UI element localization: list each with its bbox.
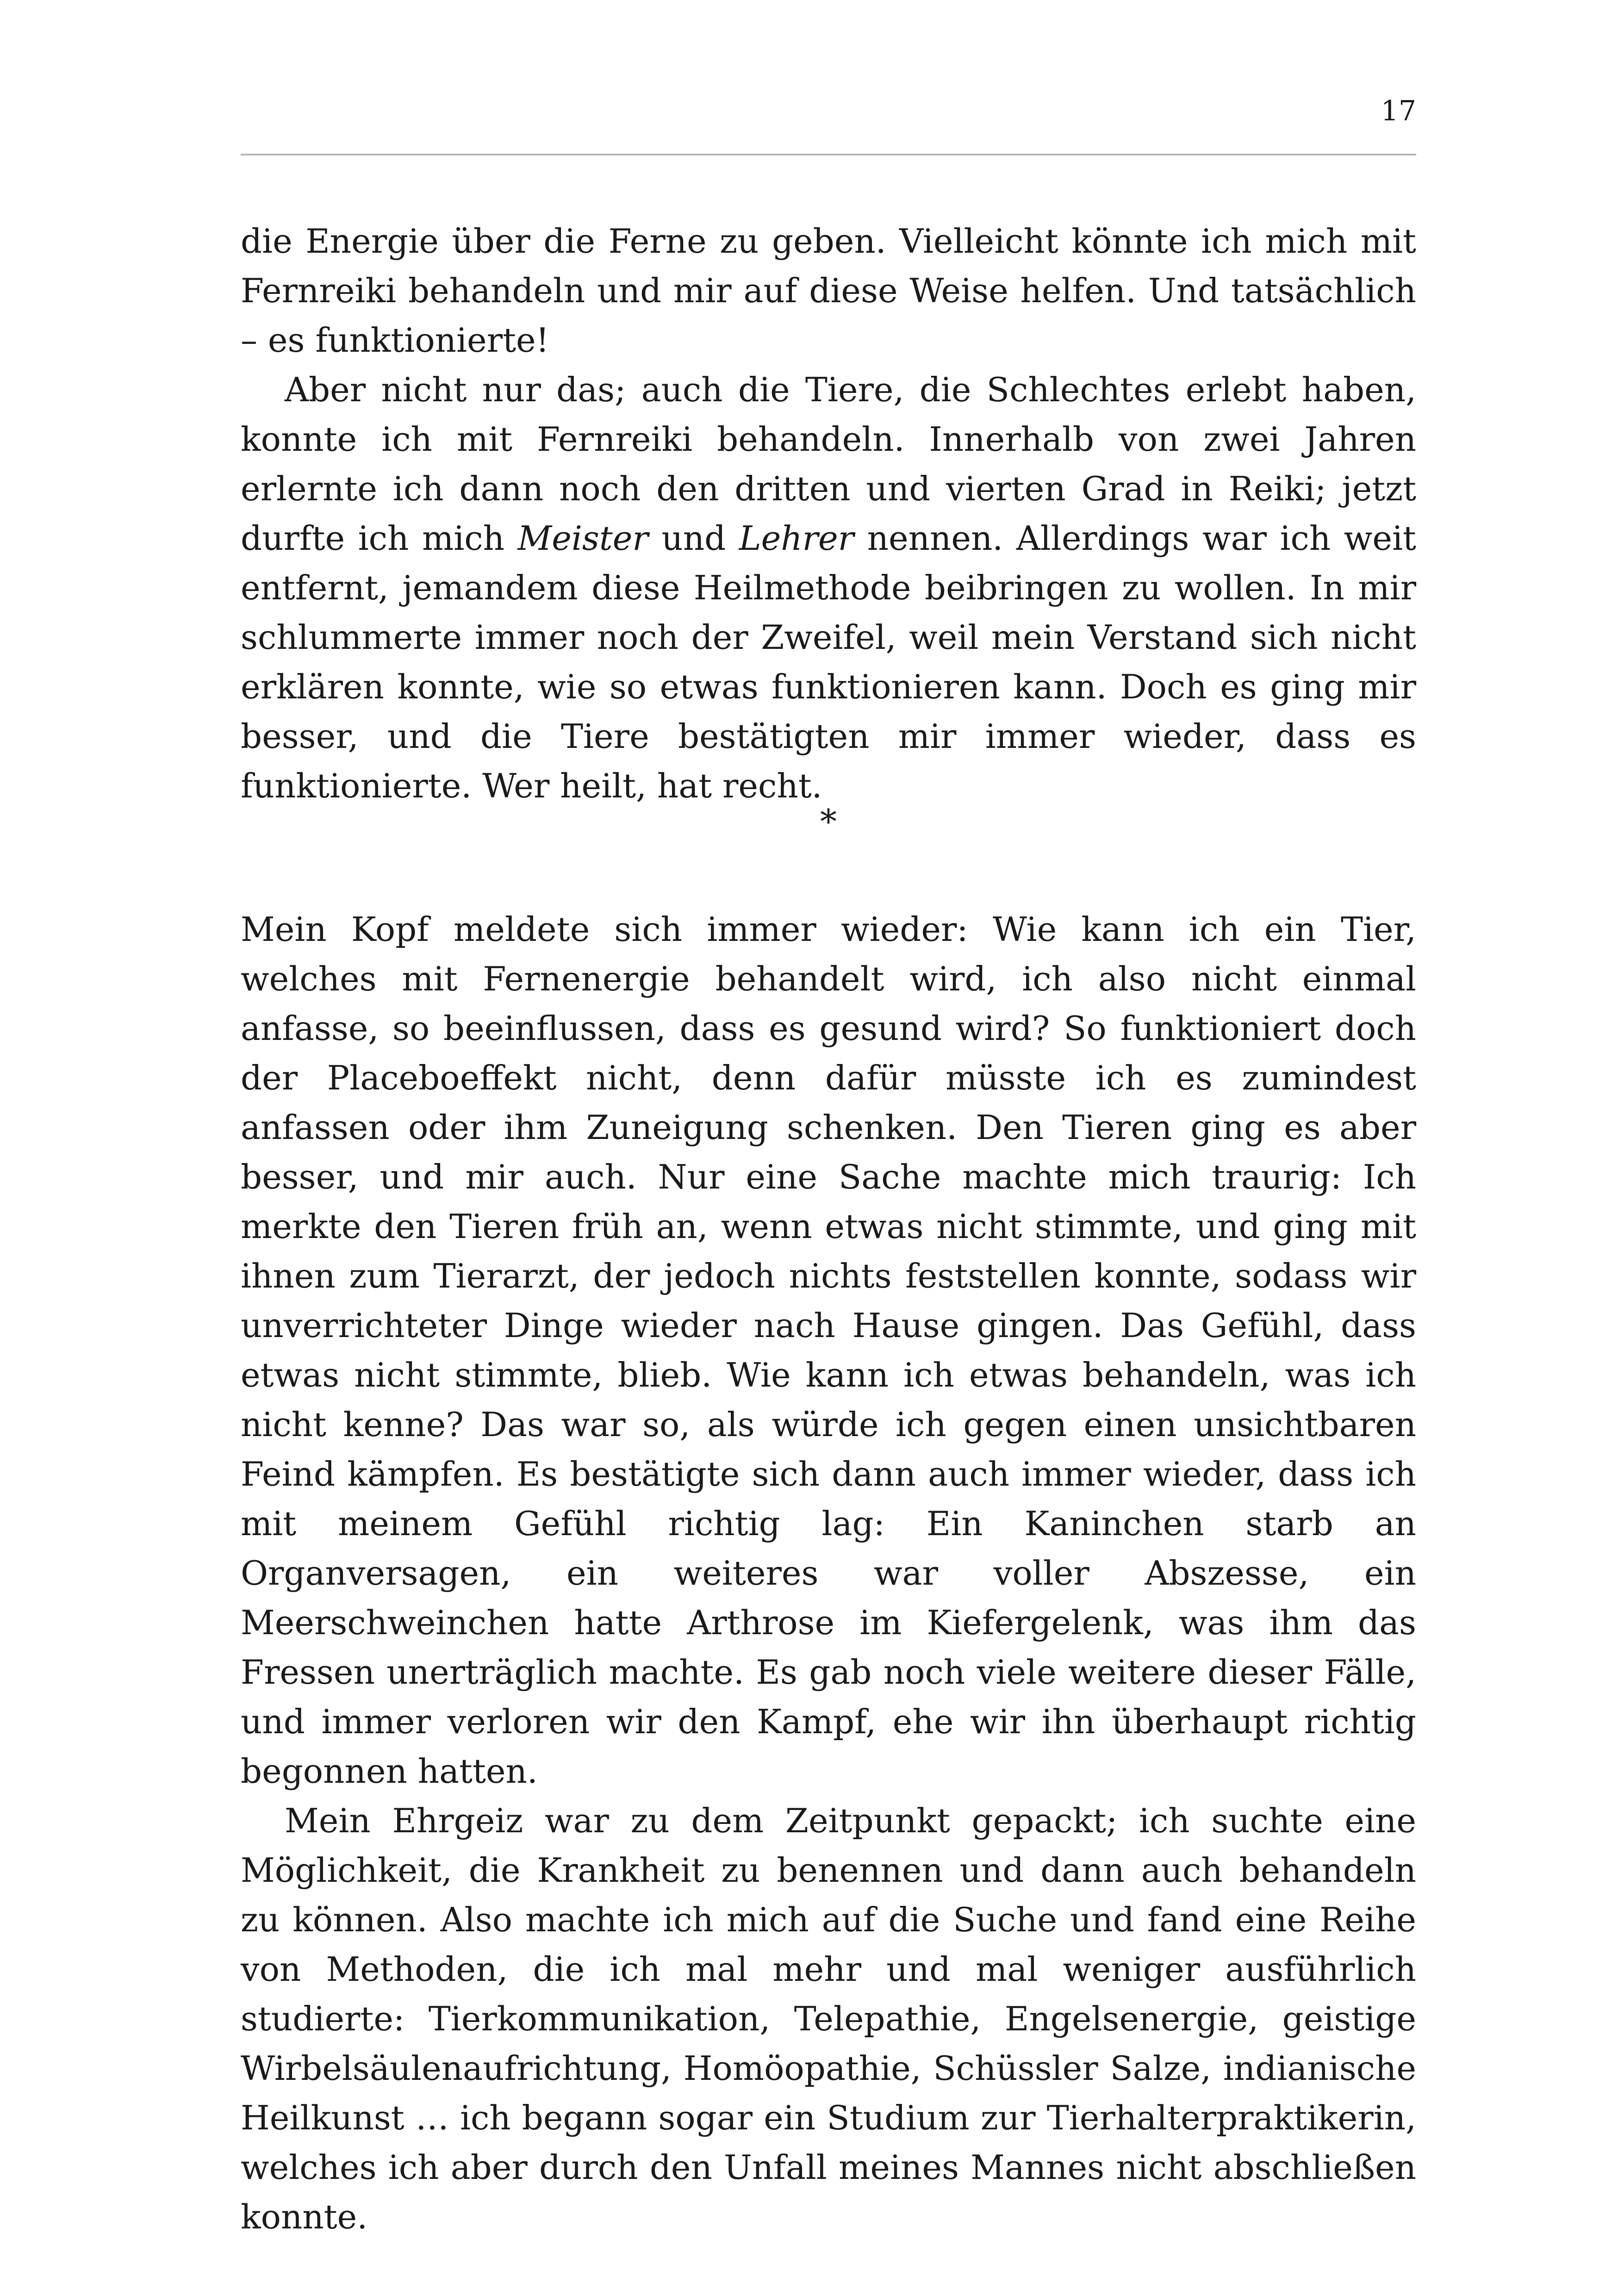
paragraph: Mein Kopf meldete sich immer wieder: Wie kann ich ein Tier, welches mit Fernenergie behandelt wird, ich also nicht einmal anfasse, so beeinflussen, dass es gesund wird? So funktioniert doch der Placeboeffekt nicht, denn dafür müsste ich es zumindest anfassen oder ihm Zuneigung schenken. Den Tieren ging es aber besser, und mir auch. Nur eine Sache machte mich traurig: Ich merkte den Tieren früh an, wenn etwas nicht stimmte, und ging mit ihnen zum Tierarzt, der jedoch nichts feststellen konnte, sodass wir unverrichteter Dinge wieder nach Hause gingen. Das Gefühl, dass etwas nicht stimmte, blieb. Wie kann ich etwas behandeln, was ich nicht kenne? Das war so, als würde ich gegen einen unsichtbaren Feind kämpfen. Es bestätigte sich dann auch immer wieder, dass ich mit meinem Gefühl richtig lag: Ein Kaninchen starb an Organversagen, ein weiteres war voller Abszesse, ein Meerschweinchen hatte Arthrose im Kiefergelenk, was ihm das Fressen unerträglich machte. Es gab noch viele weitere dieser Fälle, und immer verloren wir den Kampf, ehe wir ihn überhaupt richtig begonnen hatten. [241,910,1416,1791]
section-separator: * [820,802,837,841]
page-number: 17 [1381,95,1416,127]
emphasis-meister: Meister [517,519,648,558]
text-section-2 [241,905,1416,2242]
paragraph: die Energie über die Ferne zu geben. Vielleicht könnte ich mich mit Fernreiki behandeln und mir auf diese Weise helfen. Und tatsächlich – es funktionierte! [241,222,1416,360]
paragraph: Mein Ehrgeiz war zu dem Zeitpunkt gepackt; ich suchte eine Möglichkeit, die Krankheit zu benennen und dann auch behandeln zu können. Also machte ich mich auf die Suche und fand eine Reihe von Methoden, die ich mal mehr und mal weniger ausführlich studierte: Tierkommunikation, Telepathie, Engelsenergie, geistige Wirbelsäulenaufrichtung, Homöopathie, Schüssler Salze, indianische Heilkunst … ich begann sogar ein Studium zur Tierhalterpraktikerin, welches ich aber durch den Unfall meines Mannes nicht abschließen konnte. [241,1801,1416,2236]
paragraph-text: und [648,519,739,558]
text-section-1 [241,217,1416,811]
header-rule [241,154,1416,156]
emphasis-lehrer: Lehrer [739,519,854,558]
paragraph-text: nennen. Allerdings war ich weit entfernt, jemandem diese Heilmethode beibringen zu wollen. In mir schlummerte immer noch der Zweifel, weil mein Verstand sich nicht erklären konnte, wie so etwas funktionieren kann. Doch es ging mir besser, und die Tiere bestätigten mir immer wieder, dass es funktionierte. Wer heilt, hat recht. [241,519,1416,805]
paragraph-text: Aber nicht nur das; auch die Tiere, die Schlechtes erlebt haben, konnte ich mit Fernreiki behandeln. Innerhalb von zwei Jahren erlernte ich dann noch den dritten und vierten Grad in Reiki; jetzt durfte ich mich [241,370,1416,558]
paragraph [241,365,1416,811]
